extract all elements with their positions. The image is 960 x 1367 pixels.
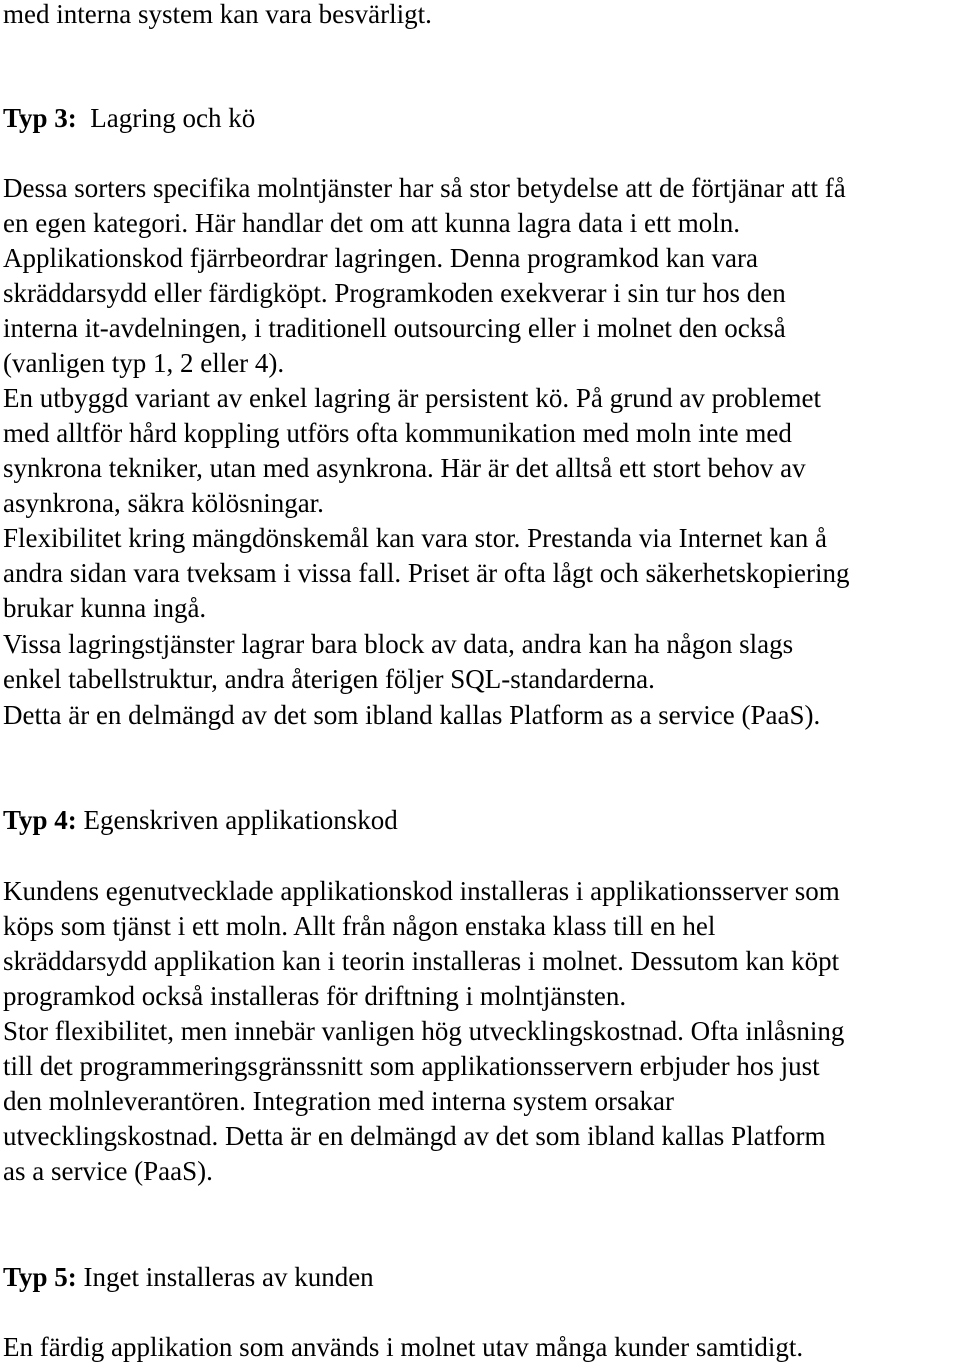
paragraph-line: Vissa lagringstjänster lagrar bara block av data, andra kan ha någon slags bbox=[3, 629, 794, 659]
continued-text-line: med interna system kan vara besvärligt. bbox=[3, 0, 432, 29]
paragraph-line: (vanligen typ 1, 2 eller 4). bbox=[3, 348, 285, 378]
paragraph-line: Flexibilitet kring mängdönskemål kan vara stor. Prestanda via Internet kan å bbox=[3, 523, 828, 553]
paragraph-line: köps som tjänst i ett moln. Allt från någon enstaka klass till en hel bbox=[3, 911, 716, 941]
paragraph-line: programkod också installeras för driftning i molntjänsten. bbox=[3, 981, 627, 1011]
paragraph-line: enkel tabellstruktur, andra återigen följer SQL-standarderna. bbox=[3, 664, 655, 694]
paragraph-line: En färdig applikation som används i molnet utav många kunder samtidigt. bbox=[3, 1332, 804, 1362]
section-title: Inget installeras av kunden bbox=[83, 1262, 374, 1292]
paragraph-line: skräddarsydd applikation kan i teorin installeras i molnet. Dessutom kan köpt bbox=[3, 946, 840, 976]
paragraph-line: till det programmeringsgränssnitt som applikationsservern erbjuder hos just bbox=[3, 1051, 820, 1081]
paragraph-line: Applikationskod fjärrbeordrar lagringen. Denna programkod kan vara bbox=[3, 243, 758, 273]
section-title: Lagring och kö bbox=[90, 103, 256, 133]
paragraph-line: Kundens egenutvecklade applikationskod installeras i applikationsserver som bbox=[3, 876, 840, 906]
section-heading-typ5 bbox=[3, 1260, 374, 1295]
paragraph-line: as a service (PaaS). bbox=[3, 1156, 213, 1186]
paragraph-line: interna it-avdelningen, i traditionell outsourcing eller i molnet den också bbox=[3, 313, 786, 343]
paragraph-line: den molnleverantören. Integration med interna system orsakar bbox=[3, 1086, 675, 1116]
section-heading-typ3 bbox=[3, 101, 255, 136]
section-label: Typ 5: bbox=[3, 1262, 77, 1292]
paragraph-line: Stor flexibilitet, men innebär vanligen hög utvecklingskostnad. Ofta inlåsning bbox=[3, 1016, 845, 1046]
paragraph-line: brukar kunna ingå. bbox=[3, 593, 207, 623]
paragraph-line: Dessa sorters specifika molntjänster har så stor betydelse att de förtjänar att få bbox=[3, 173, 846, 203]
section-heading-typ4 bbox=[3, 803, 398, 838]
paragraph-line: Detta är en delmängd av det som ibland kallas Platform as a service (PaaS). bbox=[3, 700, 821, 730]
paragraph-line: utvecklingskostnad. Detta är en delmängd av det som ibland kallas Platform bbox=[3, 1121, 826, 1151]
paragraph-line: synkrona tekniker, utan med asynkrona. Här är det alltså ett stort behov av bbox=[3, 453, 806, 483]
section-label: Typ 3: bbox=[3, 103, 77, 133]
paragraph-line: asynkrona, säkra kölösningar. bbox=[3, 488, 324, 518]
paragraph-line: En utbyggd variant av enkel lagring är persistent kö. På grund av problemet bbox=[3, 383, 822, 413]
section-title: Egenskriven applikationskod bbox=[83, 805, 398, 835]
paragraph-line: andra sidan vara tveksam i vissa fall. Priset är ofta lågt och säkerhetskopiering bbox=[3, 558, 850, 588]
paragraph-line: en egen kategori. Här handlar det om att kunna lagra data i ett moln. bbox=[3, 208, 740, 238]
paragraph-line: med alltför hård koppling utförs ofta kommunikation med moln inte med bbox=[3, 418, 792, 448]
section-label: Typ 4: bbox=[3, 805, 77, 835]
paragraph-line: skräddarsydd eller färdigköpt. Programkoden exekverar i sin tur hos den bbox=[3, 278, 786, 308]
